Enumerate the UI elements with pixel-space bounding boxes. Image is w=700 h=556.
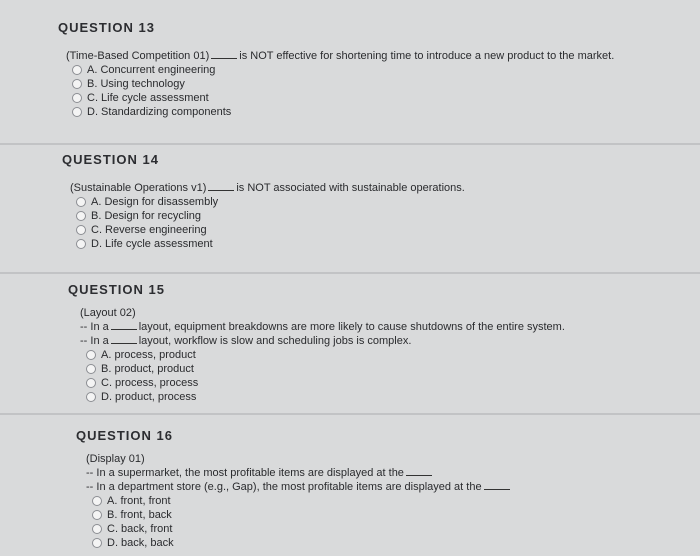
question-stem xyxy=(80,307,565,320)
option-a[interactable] xyxy=(86,348,565,362)
question-subline xyxy=(80,334,565,348)
radio-button[interactable] xyxy=(72,65,82,75)
subline-prefix: -- In a department store (e.g., Gap), the most profitable items are displayed at the xyxy=(86,481,482,493)
question-title: QUESTION 16 xyxy=(76,428,173,443)
blank-line xyxy=(208,181,234,191)
question-15 xyxy=(68,282,565,404)
divider xyxy=(0,272,700,274)
blank-line xyxy=(406,466,432,476)
option-label: B. front, back xyxy=(107,509,172,521)
stem-prefix: (Sustainable Operations v1) xyxy=(70,182,207,194)
question-stem xyxy=(86,453,512,466)
radio-button[interactable] xyxy=(76,225,86,235)
radio-button[interactable] xyxy=(92,524,102,534)
option-a[interactable] xyxy=(76,195,465,209)
option-label: B. product, product xyxy=(101,363,194,375)
option-label: D. Standardizing components xyxy=(87,106,232,118)
option-a[interactable] xyxy=(72,63,614,77)
option-d[interactable] xyxy=(72,105,614,119)
question-title: QUESTION 13 xyxy=(58,20,155,35)
option-label: C. Life cycle assessment xyxy=(87,92,209,104)
option-c[interactable] xyxy=(86,376,565,390)
option-b[interactable] xyxy=(86,362,565,376)
option-b[interactable] xyxy=(72,77,614,91)
blank-line xyxy=(484,480,510,490)
question-subline xyxy=(86,480,512,494)
blank-line xyxy=(111,334,137,344)
question-16 xyxy=(76,428,512,550)
subline-suffix: layout, workflow is slow and scheduling jobs is complex. xyxy=(138,335,412,347)
radio-button[interactable] xyxy=(72,93,82,103)
option-label: A. front, front xyxy=(107,495,171,507)
question-stem xyxy=(70,181,465,195)
option-label: A. Concurrent engineering xyxy=(87,64,216,76)
option-d[interactable] xyxy=(76,237,465,251)
option-label: C. Reverse engineering xyxy=(91,224,207,236)
question-14 xyxy=(62,152,465,251)
question-13 xyxy=(58,20,614,119)
question-title: QUESTION 14 xyxy=(62,152,159,167)
option-d[interactable] xyxy=(86,390,565,404)
subline-prefix: -- In a xyxy=(80,321,109,333)
option-c[interactable] xyxy=(76,223,465,237)
option-d[interactable] xyxy=(92,536,512,550)
option-label: C. back, front xyxy=(107,523,173,535)
option-b[interactable] xyxy=(76,209,465,223)
option-label: D. product, process xyxy=(101,391,197,403)
question-subline xyxy=(80,320,565,334)
subline-prefix: -- In a xyxy=(80,335,109,347)
option-c[interactable] xyxy=(92,522,512,536)
radio-button[interactable] xyxy=(86,350,96,360)
stem-prefix: (Display 01) xyxy=(86,453,145,465)
radio-button[interactable] xyxy=(72,79,82,89)
radio-button[interactable] xyxy=(76,211,86,221)
option-label: B. Design for recycling xyxy=(91,210,202,222)
option-label: C. process, process xyxy=(101,377,199,389)
option-label: A. Design for disassembly xyxy=(91,196,219,208)
option-a[interactable] xyxy=(92,494,512,508)
stem-suffix: is NOT associated with sustainable operations. xyxy=(236,182,465,194)
stem-suffix: is NOT effective for shortening time to introduce a new product to the market. xyxy=(239,50,615,62)
radio-button[interactable] xyxy=(76,197,86,207)
option-c[interactable] xyxy=(72,91,614,105)
option-label: D. Life cycle assessment xyxy=(91,238,213,250)
blank-line xyxy=(211,49,237,59)
subline-prefix: -- In a supermarket, the most profitable items are displayed at the xyxy=(86,467,404,479)
radio-button[interactable] xyxy=(86,364,96,374)
question-stem xyxy=(66,49,614,63)
blank-line xyxy=(111,320,137,330)
stem-prefix: (Layout 02) xyxy=(80,307,136,319)
option-label: A. process, product xyxy=(101,349,196,361)
radio-button[interactable] xyxy=(92,510,102,520)
question-subline xyxy=(86,466,512,480)
radio-button[interactable] xyxy=(72,107,82,117)
option-label: B. Using technology xyxy=(87,78,185,90)
radio-button[interactable] xyxy=(92,538,102,548)
radio-button[interactable] xyxy=(86,378,96,388)
subline-suffix: layout, equipment breakdowns are more likely to cause shutdowns of the entire system. xyxy=(138,321,565,333)
divider xyxy=(0,413,700,415)
stem-prefix: (Time-Based Competition 01) xyxy=(66,50,210,62)
option-b[interactable] xyxy=(92,508,512,522)
radio-button[interactable] xyxy=(86,392,96,402)
radio-button[interactable] xyxy=(76,239,86,249)
radio-button[interactable] xyxy=(92,496,102,506)
divider xyxy=(0,143,700,145)
question-title: QUESTION 15 xyxy=(68,282,165,297)
option-label: D. back, back xyxy=(107,537,174,549)
